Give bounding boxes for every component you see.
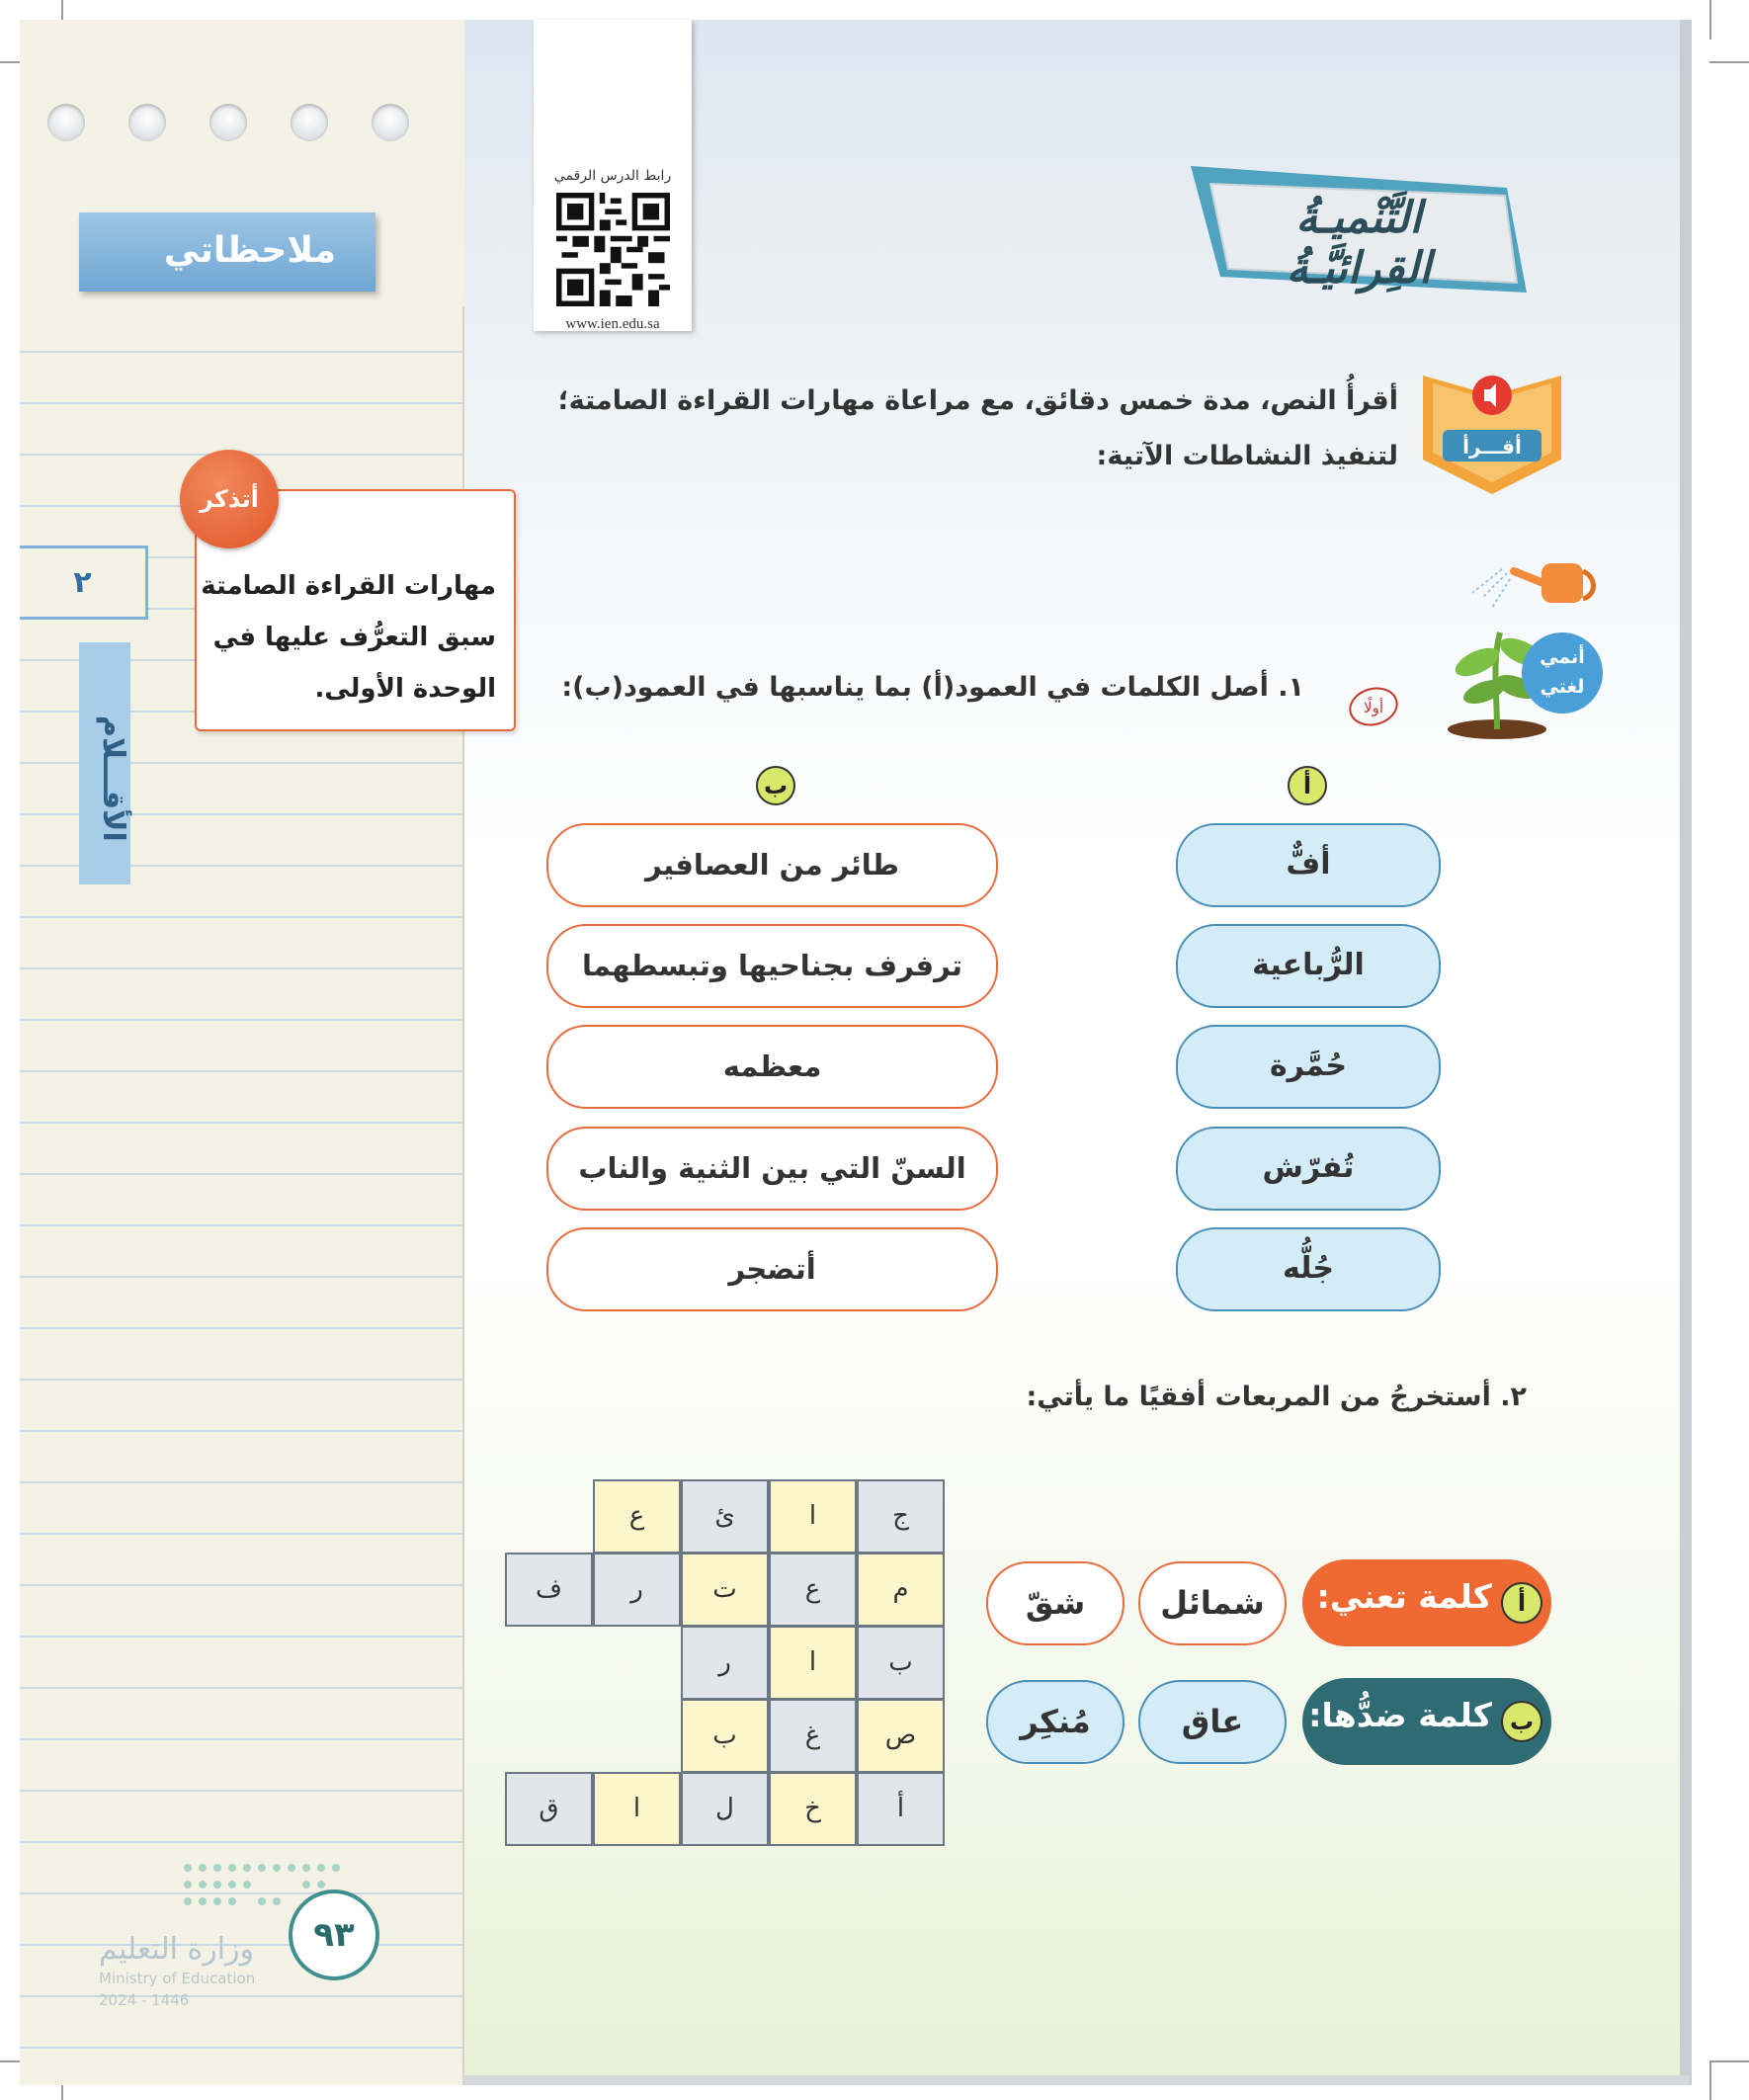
row-b-label: كلمة ضدُّها: (1302, 1678, 1551, 1765)
row-b-letter: ب (1501, 1701, 1542, 1742)
remember-line: الوحدة الأولى. (314, 674, 496, 704)
remember-line: مهارات القراءة الصامتة (201, 571, 496, 601)
column-b-item[interactable]: أتضجر (546, 1227, 998, 1311)
grid-cell[interactable]: ر (681, 1626, 769, 1700)
page-edge-bottom (464, 2075, 1690, 2085)
grid-cell[interactable]: غ (769, 1699, 857, 1773)
row-a-option[interactable]: شقّ (986, 1561, 1124, 1645)
read-book-icon (1413, 356, 1571, 504)
binder-hole (47, 104, 85, 141)
ministry-name-en: Ministry of Education (99, 1970, 256, 1987)
binder-hole (372, 104, 409, 141)
grid-cell[interactable]: ا (769, 1626, 857, 1700)
column-a-head: أ (1288, 766, 1327, 805)
first-stamp-icon (1344, 682, 1403, 731)
qr-code-icon[interactable] (556, 193, 670, 306)
grid-cell[interactable]: ف (505, 1553, 593, 1627)
grid-cell[interactable]: ئ (681, 1479, 769, 1554)
page-title: التَّنْميـةُ القِرائيَّـةُ (1286, 193, 1432, 294)
notes-title: ملاحظاتي (79, 212, 375, 292)
grid-cell[interactable]: ق (505, 1772, 593, 1846)
read-line: أقرأُ النص، مدة خمس دقائق، مع مراعاة مهارات القراءة الصامتة؛ (557, 385, 1398, 416)
grid-cell[interactable]: ا (593, 1772, 681, 1846)
remember-line: سبق التعرُّف عليها في (212, 623, 496, 652)
qr-url[interactable]: www.ien.edu.sa (565, 316, 660, 332)
read-instruction (509, 374, 1398, 484)
grid-cell[interactable]: ص (857, 1699, 945, 1773)
ministry-name-ar: وزارة التعليم (99, 1932, 255, 1967)
grid-cell[interactable]: أ (857, 1772, 945, 1846)
column-a-item[interactable]: أفٌّ (1176, 823, 1441, 907)
grid-cell[interactable]: خ (769, 1772, 857, 1846)
remember-badge: أتذكر (180, 450, 279, 548)
qr-card[interactable] (534, 20, 692, 331)
column-b-item[interactable]: ترفرف بجناحيها وتبسطهما (546, 924, 998, 1008)
column-a-item[interactable]: جُلُّه (1176, 1227, 1441, 1311)
grid-cell[interactable]: ل (681, 1772, 769, 1846)
page-number: ٩٣ (289, 1890, 379, 1980)
crop-mark (1709, 0, 1711, 40)
grid-cell[interactable]: ر (593, 1553, 681, 1627)
column-a-item[interactable]: تُفرّش (1176, 1127, 1441, 1211)
binder-hole (209, 104, 247, 141)
stamp-label: أولًا (1364, 699, 1383, 716)
read-icon-label: أقـــرأ (1462, 435, 1522, 459)
row-a-label: كلمة تعني: (1302, 1559, 1551, 1646)
binder-hole (128, 104, 166, 141)
column-b-head: ب (756, 766, 795, 805)
read-line: لتنفيذ النشاطات الآتية: (1096, 441, 1398, 471)
crop-mark (1709, 61, 1749, 63)
question-1: ١. أصل الكلمات في العمود(أ) بما يناسبها في العمود(ب): (561, 672, 1304, 703)
grow-badge-line: لغتي (1540, 676, 1585, 698)
binder-hole (291, 104, 328, 141)
grid-cell[interactable]: ج (857, 1479, 945, 1554)
edition-year: 2024 - 1446 (99, 1991, 190, 2009)
row-a-letter: أ (1501, 1582, 1542, 1624)
letter-grid (505, 1479, 947, 1848)
grid-cell[interactable]: ع (593, 1479, 681, 1554)
grow-language-badge (1522, 632, 1603, 714)
row-a-option[interactable]: شمائل (1138, 1561, 1287, 1645)
crop-mark (1709, 2060, 1749, 2062)
grid-cell[interactable]: ب (681, 1699, 769, 1773)
grid-cell[interactable]: ب (857, 1626, 945, 1700)
column-b-item[interactable]: طائر من العصافير (546, 823, 998, 907)
row-b-option[interactable]: مُنكِر (986, 1680, 1124, 1764)
grid-cell[interactable]: ت (681, 1553, 769, 1627)
column-b-item[interactable]: معظمه (546, 1025, 998, 1109)
question-2: ٢. أستخرجُ من المربعات أفقيًا ما يأتي: (1026, 1382, 1527, 1412)
grid-cell[interactable]: ا (769, 1479, 857, 1554)
grid-cell[interactable]: ع (769, 1553, 857, 1627)
unit-number: ٢ (20, 546, 148, 620)
qr-label: رابط الدرس الرقمي (553, 168, 672, 184)
notes-sidebar (20, 20, 464, 2085)
unit-name: الأقـــلام (79, 642, 130, 884)
column-b-item[interactable]: السنّ التي بين الثنية والناب (546, 1127, 998, 1211)
column-a-item[interactable]: الرُّباعية (1176, 924, 1441, 1008)
grow-badge-line: أنمي (1540, 646, 1585, 668)
column-a-item[interactable]: حُمَّرة (1176, 1025, 1441, 1109)
grid-cell[interactable]: م (857, 1553, 945, 1627)
row-b-option[interactable]: عاق (1138, 1680, 1287, 1764)
page-edge (1680, 20, 1692, 2085)
crop-mark (1709, 2060, 1711, 2100)
